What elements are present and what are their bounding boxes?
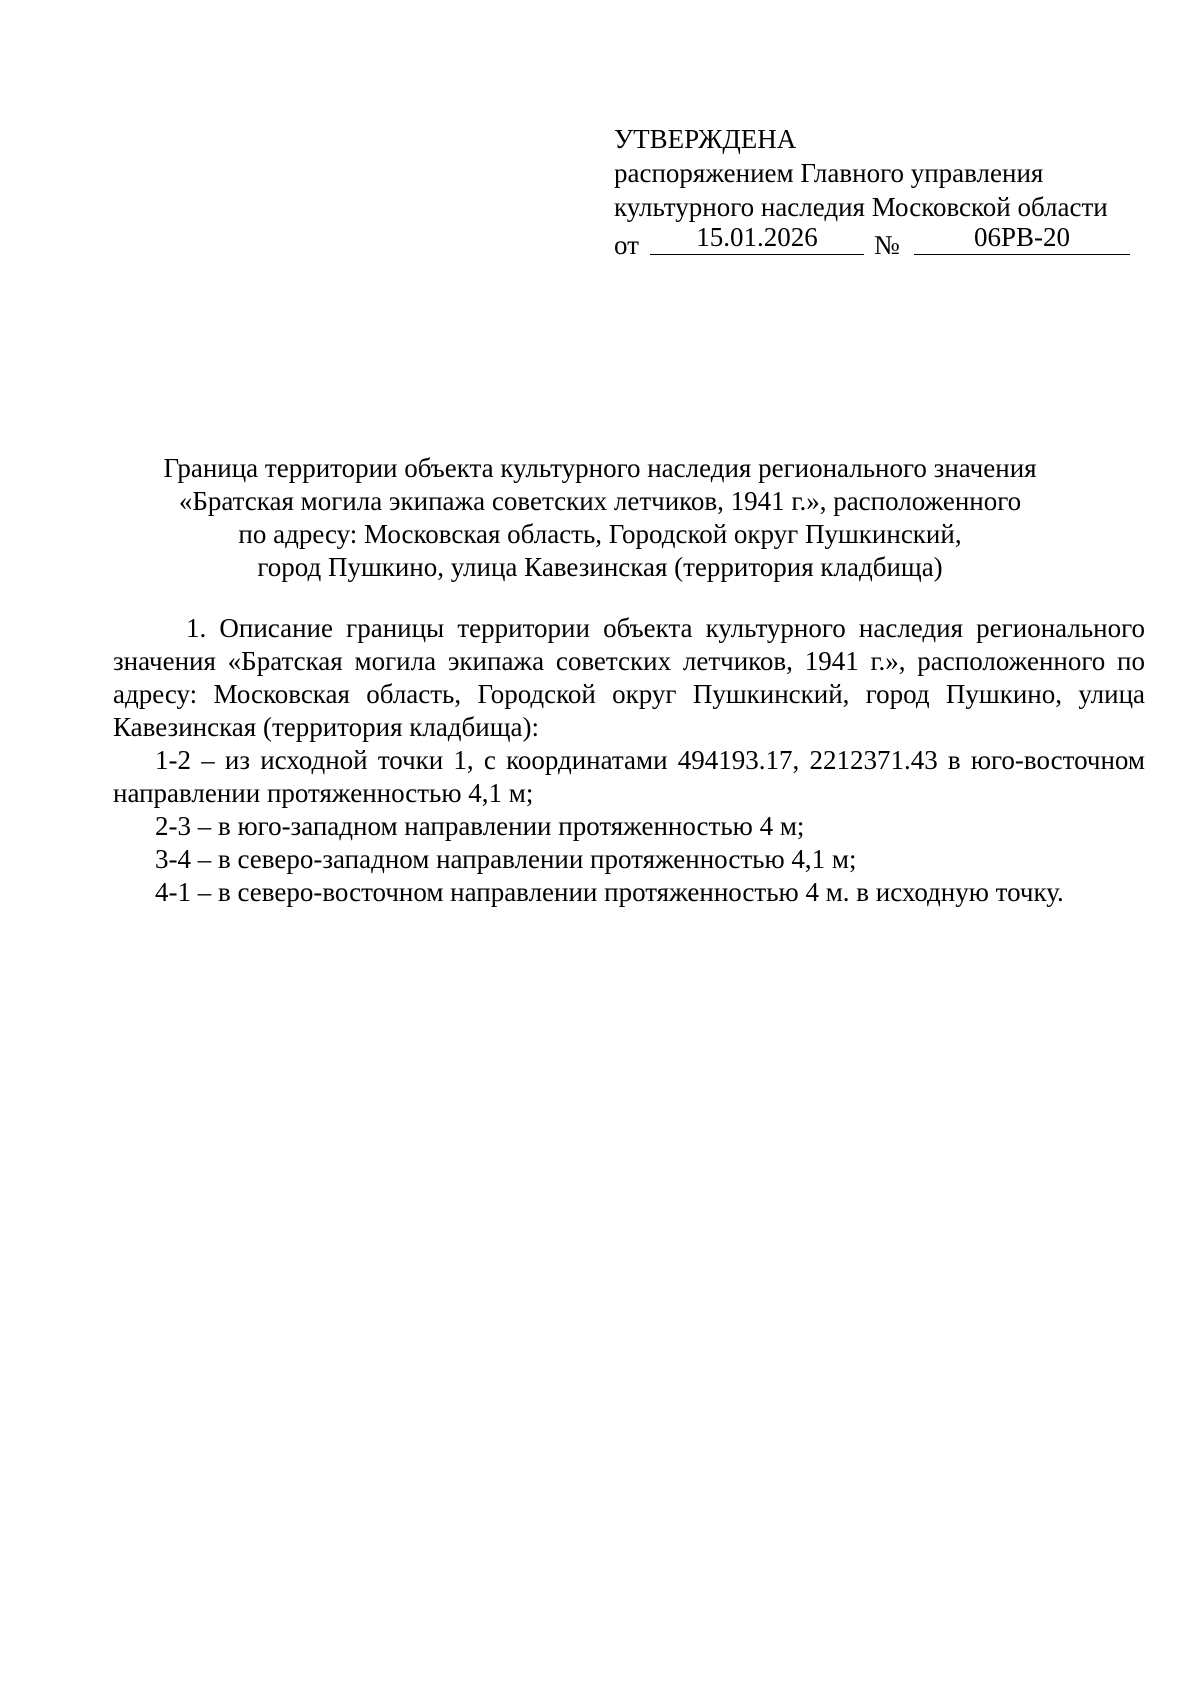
document-body xyxy=(113,612,1145,909)
from-label: от xyxy=(614,230,639,260)
approval-date-number-row xyxy=(614,224,1174,258)
segment-paragraph-2-3: 2-3 – в юго-западном направлении протяженностью 4 м; xyxy=(155,811,805,841)
approval-authority-line-2: культурного наследия Московской области xyxy=(614,192,1108,222)
approval-heading: УТВЕРЖДЕНА xyxy=(614,124,797,154)
approval-block xyxy=(614,122,1174,258)
title-line-4: город Пушкино, улица Кавезинская (территория кладбища) xyxy=(257,552,943,582)
approval-date: 15.01.2026 xyxy=(650,224,864,255)
segment-paragraph-4-1: 4-1 – в северо-восточном направлении протяженностью 4 м. в исходную точку. xyxy=(155,877,1064,907)
intro-paragraph: 1. Описание границы территории объекта культурного наследия регионального значения «Братская могила экипажа советских летчиков, 1941 г.», расположенного по адресу: Московская область, Городской округ Пушкинский, город Пушкино, улица Кавезинская (территория кладбища): xyxy=(113,613,1145,742)
segment-paragraph-1-2: 1-2 – из исходной точки 1, с координатами 494193.17, 2212371.43 в юго-восточном направлении протяженностью 4,1 м; xyxy=(113,745,1145,808)
number-sign: № xyxy=(874,230,900,260)
title-line-2: «Братская могила экипажа советских летчиков, 1941 г.», расположенного xyxy=(178,486,1022,516)
approval-number: 06РВ-20 xyxy=(914,224,1130,255)
title-line-3: по адресу: Московская область, Городской округ Пушкинский, xyxy=(238,519,962,549)
segment-paragraph-3-4: 3-4 – в северо-западном направлении протяженностью 4,1 м; xyxy=(155,844,857,874)
approval-authority-line: распоряжением Главного управления xyxy=(614,158,1044,188)
title-line-1: Граница территории объекта культурного наследия регионального значения xyxy=(163,453,1037,483)
document-title xyxy=(100,452,1100,584)
